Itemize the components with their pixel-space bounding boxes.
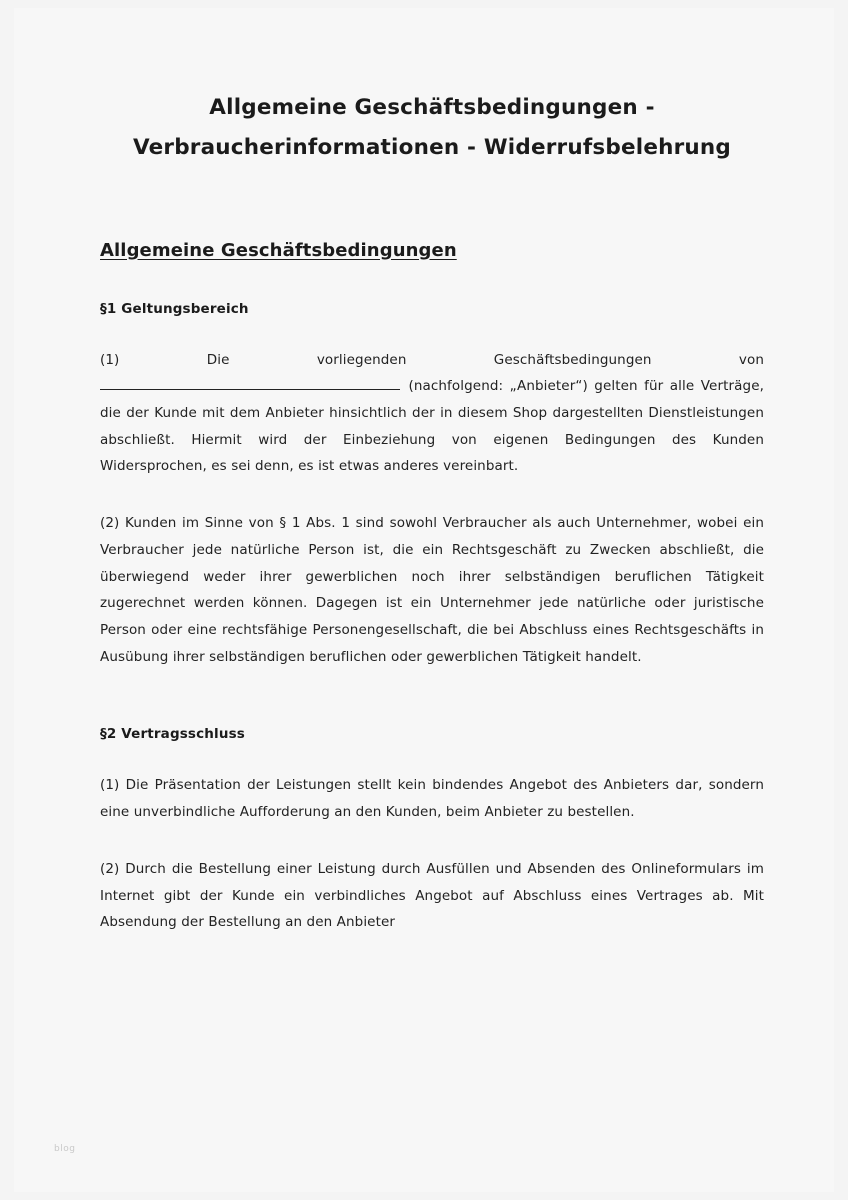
document-sheet bbox=[14, 8, 834, 1192]
paragraph-1-2: (2) Kunden im Sinne von § 1 Abs. 1 sind sowohl Verbraucher als auch Unternehmer, wobei ein Verbraucher jede natürliche Person ist, die ein Rechtsgeschäft zu Zwecken abschließt, die überwiegend weder ihrer gewerblichen noch ihrer selbständigen beruflichen Tätigkeit zugerechnet werden können. Dagegen ist ein Unternehmer jede natürliche oder juristische Person oder eine rechtsfähige Personengesellschaft, die bei Abschluss eines Rechtsgeschäfts in Ausübung ihrer selbständigen beruflichen oder gewerblichen Tätigkeit handelt. bbox=[100, 515, 764, 665]
paragraph-1-1-lead: Die vorliegenden Geschäftsbedingungen von bbox=[206, 351, 764, 368]
document-title bbox=[100, 88, 764, 168]
subsection-heading-vertragsschluss: §2 Vertragsschluss bbox=[100, 726, 245, 743]
watermark-label: blog bbox=[54, 1144, 76, 1154]
document-content bbox=[100, 88, 764, 936]
subsection-heading-geltungsbereich: §1 Geltungsbereich bbox=[100, 300, 249, 317]
document-title-line-1: Allgemeine Geschäftsbedingungen - bbox=[209, 95, 655, 120]
paragraph-1-1 bbox=[100, 347, 764, 481]
paragraph-1-1-lead-row bbox=[100, 347, 764, 374]
paragraph-number: (1) bbox=[100, 351, 120, 368]
section-heading-agb: Allgemeine Geschäftsbedingungen bbox=[100, 239, 457, 261]
paragraph-2-2: (2) Durch die Bestellung einer Leistung durch Ausfüllen und Absenden des Onlineformulars im Internet gibt der Kunde ein verbindliches Angebot auf Abschluss eines Vertrages ab. Mit Absendung der Bestellung an den Anbieter bbox=[100, 860, 764, 931]
fill-in-blank-line bbox=[100, 377, 400, 390]
paragraph-1-1-text: (nachfolgend: „Anbieter“) gelten für alle Verträge, die der Kunde mit dem Anbieter hinsichtlich der in diesem Shop dargestellten Dienstleistungen abschließt. Hiermit wird der Einbeziehung von eigenen Bedingungen des Kunden Widersprochen, es sei denn, es ist etwas anderes vereinbart. bbox=[100, 378, 764, 475]
document-title-line-2: Verbraucherinformationen - Widerrufsbelehrung bbox=[132, 134, 732, 160]
paragraph-2-1: (1) Die Präsentation der Leistungen stellt kein bindendes Angebot des Anbieters dar, sondern eine unverbindliche Aufforderung an den Kunden, beim Anbieter zu bestellen. bbox=[100, 777, 764, 821]
